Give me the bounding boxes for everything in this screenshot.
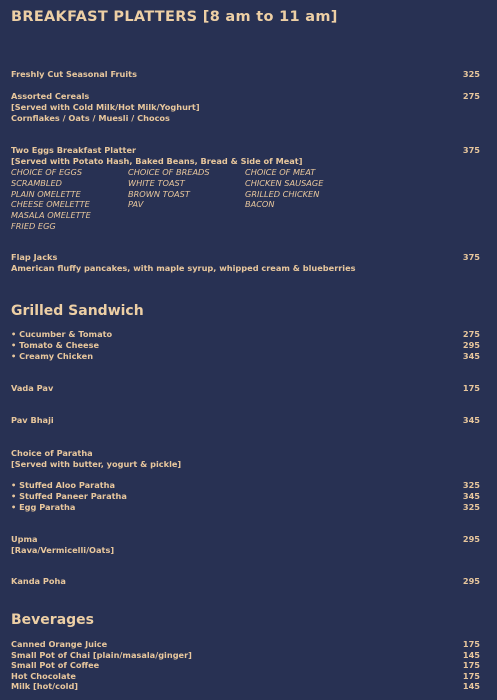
- egg-option: SCRAMBLED: [11, 178, 62, 188]
- item-note: [Served with butter, yogurt & pickle]: [11, 459, 182, 469]
- meat-option: BACON: [245, 199, 275, 209]
- list-item: Canned Orange Juice 175: [11, 639, 480, 649]
- menu-item-flap-jacks: [11, 252, 497, 263]
- item-price: 375: [462, 252, 480, 262]
- item-name: Two Eggs Breakfast Platter: [11, 145, 137, 155]
- item-note: [Rava/Vermicelli/Oats]: [11, 545, 115, 555]
- menu-item-upma: Upma 295: [11, 534, 480, 544]
- bread-option: WHITE TOAST: [128, 178, 185, 188]
- menu-item-two-eggs: [11, 145, 497, 156]
- list-item: Hot Chocolate 175: [11, 671, 480, 681]
- list-item: • Stuffed Paneer Paratha 345: [11, 491, 480, 501]
- list-item: • Egg Paratha 325: [11, 502, 480, 512]
- item-name: Flap Jacks: [11, 252, 58, 262]
- list-item: Small Pot of Chai [plain/masala/ginger] 145: [11, 650, 480, 660]
- item-note: [Served with Potato Hash, Baked Beans, Bread & Side of Meat]: [11, 156, 303, 166]
- item-note: [Served with Cold Milk/Hot Milk/Yoghurt]: [11, 102, 200, 112]
- item-note: American fluffy pancakes, with maple syrup, whipped cream & blueberries: [11, 263, 356, 273]
- bread-option: BROWN TOAST: [128, 189, 190, 199]
- menu-item-paratha: Choice of Paratha: [11, 448, 93, 458]
- menu-item-fruits: [11, 69, 497, 80]
- meat-option: CHOICE OF MEAT: [245, 167, 316, 177]
- section-heading-sandwich: Grilled Sandwich: [11, 303, 144, 319]
- egg-option: CHEESE OMELETTE: [11, 199, 90, 209]
- item-price: 375: [462, 145, 480, 155]
- egg-option: MASALA OMELETTE: [11, 210, 91, 220]
- page-title: BREAKFAST PLATTERS [8 am to 11 am]: [11, 9, 338, 25]
- menu-item-kanda-poha: Kanda Poha 295: [11, 576, 480, 586]
- egg-option: CHOICE OF EGGS: [11, 167, 83, 177]
- egg-option: PLAIN OMELETTE: [11, 189, 81, 199]
- section-heading-beverages: Beverages: [11, 612, 94, 628]
- item-note: Cornflakes / Oats / Muesli / Chocos: [11, 113, 170, 123]
- list-item: Small Pot of Coffee 175: [11, 660, 480, 670]
- menu-item-pav-bhaji: Pav Bhaji 345: [11, 415, 480, 425]
- bread-option: PAV: [128, 199, 144, 209]
- item-name: Assorted Cereals: [11, 91, 90, 101]
- meat-option: CHICKEN SAUSAGE: [245, 178, 324, 188]
- list-item: Milk [hot/cold] 145: [11, 681, 480, 691]
- menu-item-vada-pav: Vada Pav 175: [11, 383, 480, 393]
- list-item: • Tomato & Cheese 295: [11, 340, 480, 350]
- menu-item-cereals: [11, 91, 497, 102]
- bread-option: CHOICE OF BREADS: [128, 167, 210, 177]
- list-item: • Creamy Chicken 345: [11, 351, 480, 361]
- meat-option: GRILLED CHICKEN: [245, 189, 320, 199]
- item-name: Freshly Cut Seasonal Fruits: [11, 69, 137, 79]
- item-price: 275: [462, 91, 480, 101]
- item-price: 325: [462, 69, 480, 79]
- list-item: • Stuffed Aloo Paratha 325: [11, 480, 480, 490]
- list-item: • Cucumber & Tomato 275: [11, 329, 480, 339]
- egg-option: FRIED EGG: [11, 221, 56, 231]
